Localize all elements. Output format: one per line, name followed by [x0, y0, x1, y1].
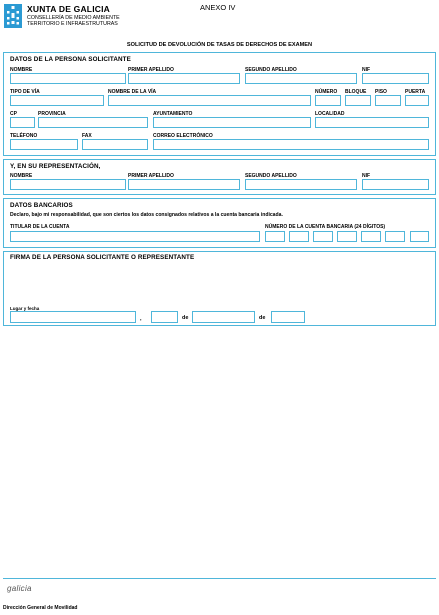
- field-label-titular: TITULAR DE LA CUENTA: [10, 224, 70, 230]
- field-label-ayuntamiento: AYUNTAMIENTO: [153, 111, 193, 117]
- primer-apellido-field[interactable]: [128, 73, 240, 84]
- footer-divider: [3, 578, 436, 579]
- ayuntamiento-field[interactable]: [153, 117, 311, 128]
- field-label-nombre-via: NOMBRE DE LA VÍA: [108, 89, 157, 95]
- field-label-primer-apellido: PRIMER APELLIDO: [128, 173, 174, 179]
- de-separator-1: de: [182, 315, 189, 321]
- nif-field[interactable]: [362, 73, 429, 84]
- puerta-field[interactable]: [405, 95, 429, 106]
- field-label-fax: FAX: [82, 133, 92, 139]
- place-field[interactable]: [10, 311, 136, 323]
- signature-section: [3, 251, 436, 326]
- fax-field[interactable]: [82, 139, 148, 150]
- bloque-field[interactable]: [345, 95, 371, 106]
- account-digits-4[interactable]: [337, 231, 357, 242]
- account-digits-3[interactable]: [313, 231, 333, 242]
- field-label-localidad: LOCALIDAD: [315, 111, 345, 117]
- rep-segundo-apellido-field[interactable]: [245, 179, 357, 190]
- field-label-correo: CORREO ELECTRÓNICO: [153, 133, 213, 139]
- section-title: DATOS DE LA PERSONA SOLICITANTE: [10, 56, 131, 63]
- form-title: SOLICITUD DE DEVOLUCIÓN DE TASAS DE DERECHOS DE EXAMEN: [126, 42, 313, 48]
- field-label-primer-apellido: PRIMER APELLIDO: [128, 67, 174, 73]
- segundo-apellido-field[interactable]: [245, 73, 357, 84]
- xunta-emblem-icon: [4, 4, 22, 28]
- rep-nif-field[interactable]: [362, 179, 429, 190]
- field-label-segundo-apellido: SEGUNDO APELLIDO: [245, 67, 297, 73]
- field-label-puerta: PUERTA: [405, 89, 426, 95]
- provincia-field[interactable]: [38, 117, 148, 128]
- bank-section: [3, 198, 436, 248]
- representative-section: [3, 159, 436, 195]
- account-digits-6[interactable]: [385, 231, 405, 242]
- year-field[interactable]: [271, 311, 305, 323]
- dept-line-1: CONSELLERÍA DE MEDIO AMBIENTE: [27, 15, 120, 21]
- field-label-provincia: PROVINCIA: [38, 111, 66, 117]
- field-label-bloque: BLOQUE: [345, 89, 367, 95]
- account-digits-2[interactable]: [289, 231, 309, 242]
- cp-field[interactable]: [10, 117, 35, 128]
- month-field[interactable]: [192, 311, 255, 323]
- de-separator-2: de: [259, 315, 266, 321]
- field-label-telefono: TELÉFONO: [10, 133, 38, 139]
- rep-nombre-field[interactable]: [10, 179, 126, 190]
- field-label-numero-cuenta: NÚMERO DE LA CUENTA BANCARIA (24 DÍGITOS): [265, 224, 386, 230]
- day-field[interactable]: [151, 311, 178, 323]
- field-label-piso: PISO: [375, 89, 387, 95]
- field-label-numero: NÚMERO: [315, 89, 338, 95]
- numero-field[interactable]: [315, 95, 341, 106]
- bank-declaration: Declaro, bajo mi responsabilidad, que son ciertos los datos consignados relativos a la cuenta bancaria indicada.: [10, 212, 283, 218]
- account-digits-5[interactable]: [361, 231, 381, 242]
- field-label-segundo-apellido: SEGUNDO APELLIDO: [245, 173, 297, 179]
- rep-primer-apellido-field[interactable]: [128, 179, 240, 190]
- tipo-via-field[interactable]: [10, 95, 104, 106]
- telefono-field[interactable]: [10, 139, 78, 150]
- xunta-logo: [4, 4, 22, 28]
- field-label-nif: NIF: [362, 173, 371, 179]
- field-label-nif: NIF: [362, 67, 371, 73]
- section-title: DATOS BANCARIOS: [10, 202, 73, 209]
- comma-separator: ,: [140, 316, 142, 322]
- field-label-tipo-via: TIPO DE VÍA: [10, 89, 40, 95]
- org-name: XUNTA DE GALICIA: [27, 4, 111, 14]
- account-digits-1[interactable]: [265, 231, 285, 242]
- piso-field[interactable]: [375, 95, 401, 106]
- dept-line-2: TERRITORIO E INFRAESTRUTURAS: [27, 21, 118, 27]
- place-date-label: Lugar y fecha: [10, 306, 40, 311]
- section-title: FIRMA DE LA PERSONA SOLICITANTE O REPRESENTANTE: [10, 254, 195, 261]
- directorate-name: Dirección General de Movilidad: [3, 605, 78, 611]
- field-label-nombre: NOMBRE: [10, 67, 33, 73]
- annex-label: ANEXO IV: [200, 3, 236, 12]
- applicant-section: [3, 52, 436, 156]
- field-label-cp: CP: [10, 111, 17, 117]
- correo-field[interactable]: [153, 139, 429, 150]
- nombre-via-field[interactable]: [108, 95, 311, 106]
- nombre-field[interactable]: [10, 73, 126, 84]
- account-digits-7[interactable]: [410, 231, 429, 242]
- titular-field[interactable]: [10, 231, 260, 242]
- field-label-nombre: NOMBRE: [10, 173, 33, 179]
- galicia-logo: galicia: [7, 584, 32, 593]
- section-title: Y, EN SU REPRESENTACIÓN,: [10, 163, 101, 170]
- localidad-field[interactable]: [315, 117, 429, 128]
